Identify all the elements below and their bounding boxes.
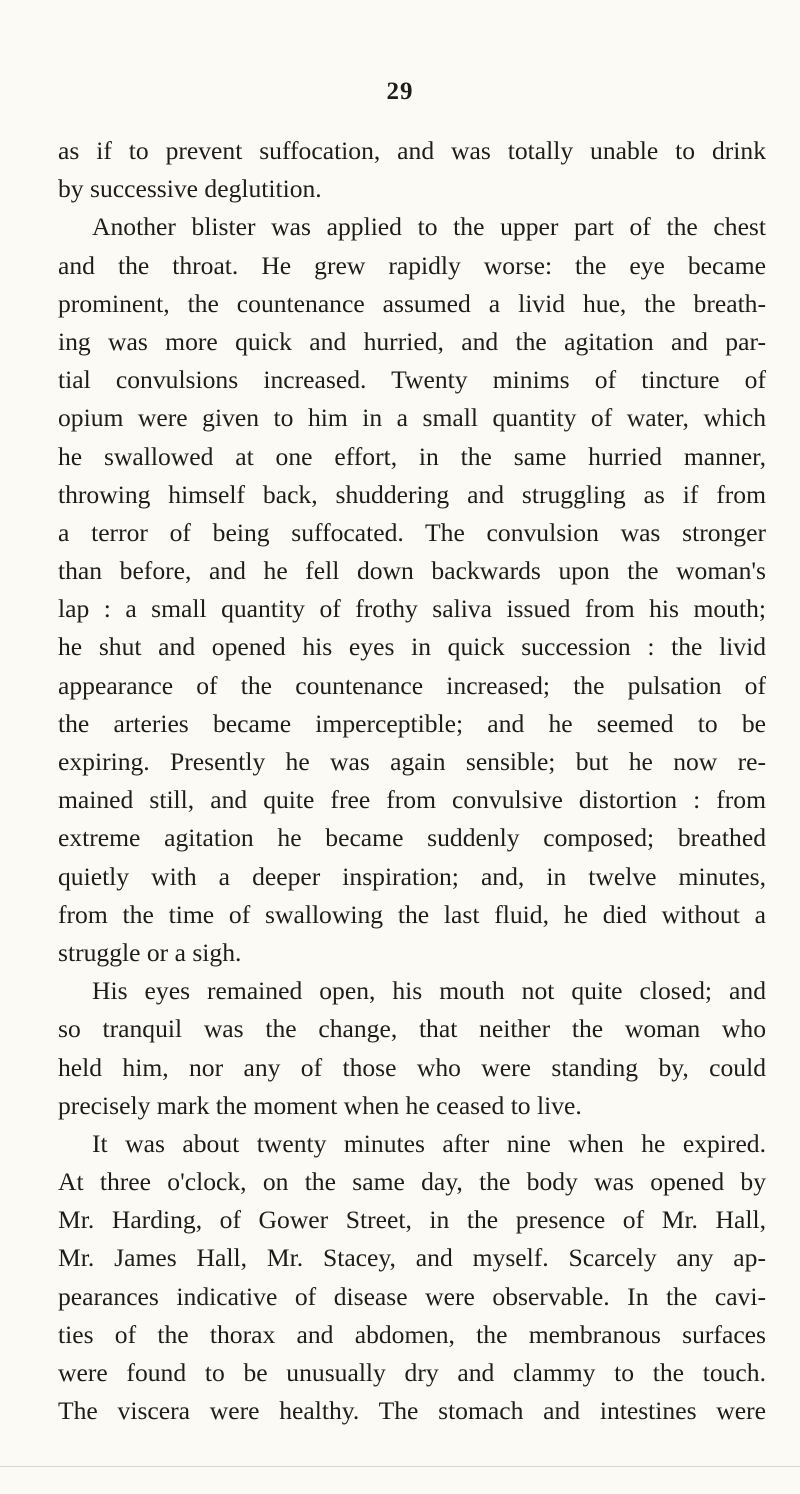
- text-line: His eyes remained open, his mouth not quite closed; and: [92, 976, 766, 1006]
- text-line: so tranquil was the change, that neither the woman who: [58, 1014, 766, 1044]
- text-line: from the time of swallowing the last fluid, he died without a: [58, 899, 766, 929]
- text-line: and the throat. He grew rapidly worse: the eye became: [58, 250, 766, 280]
- text-line: At three o'clock, on the same day, the body was opened by: [58, 1167, 766, 1197]
- text-line: tial convulsions increased. Twenty minims of tincture of: [58, 365, 766, 395]
- text-line: as if to prevent suffocation, and was totally unable to drink: [58, 136, 766, 165]
- text-line: pearances indicative of disease were observable. In the cavi-: [58, 1281, 766, 1311]
- text-line: were found to be unusually dry and clammy to the touch.: [58, 1358, 766, 1387]
- text-line: by successive deglutition.: [58, 174, 322, 204]
- text-line: he swallowed at one effort, in the same hurried manner,: [58, 441, 766, 471]
- text-line: appearance of the countenance increased; the pulsation of: [58, 670, 766, 700]
- text-line: than before, and he fell down backwards upon the woman's: [58, 556, 766, 586]
- text-line: he shut and opened his eyes in quick succession : the livid: [58, 632, 766, 662]
- text-line: precisely mark the moment when he ceased to live.: [58, 1090, 582, 1120]
- text-line: a terror of being suffocated. The convulsion was stronger: [58, 517, 766, 547]
- text-line: extreme agitation he became suddenly composed; breathed: [58, 823, 766, 853]
- text-line: It was about twenty minutes after nine when he expired.: [92, 1128, 766, 1158]
- text-line: lap : a small quantity of frothy saliva issued from his mouth;: [58, 594, 766, 624]
- text-line: throwing himself back, shuddering and struggling as if from: [58, 479, 766, 509]
- text-line: Mr. Harding, of Gower Street, in the presence of Mr. Hall,: [58, 1205, 766, 1235]
- text-line: Another blister was applied to the upper part of the chest: [92, 212, 766, 242]
- text-line: ing was more quick and hurried, and the agitation and par-: [58, 326, 766, 356]
- text-line: quietly with a deeper inspiration; and, in twelve minutes,: [58, 861, 766, 891]
- text-line: struggle or a sigh.: [58, 937, 242, 967]
- text-line: mained still, and quite free from convulsive distortion : from: [58, 785, 766, 815]
- text-line: The viscera were healthy. The stomach and intestines were: [58, 1396, 766, 1426]
- page-number: 29: [386, 78, 414, 105]
- text-line: held him, nor any of those who were standing by, could: [58, 1052, 766, 1082]
- text-line: opium were given to him in a small quantity of water, which: [58, 403, 766, 433]
- text-line: the arteries became imperceptible; and he seemed to be: [58, 708, 766, 738]
- text-line: Mr. James Hall, Mr. Stacey, and myself. Scarcely any ap-: [58, 1243, 766, 1273]
- text-line: ties of the thorax and abdomen, the membranous surfaces: [58, 1319, 766, 1349]
- page-edge-rule: [0, 1466, 800, 1467]
- text-line: expiring. Presently he was again sensible; but he now re-: [58, 747, 766, 776]
- text-line: prominent, the countenance assumed a livid hue, the breath-: [58, 288, 766, 318]
- body-text: [58, 132, 766, 1430]
